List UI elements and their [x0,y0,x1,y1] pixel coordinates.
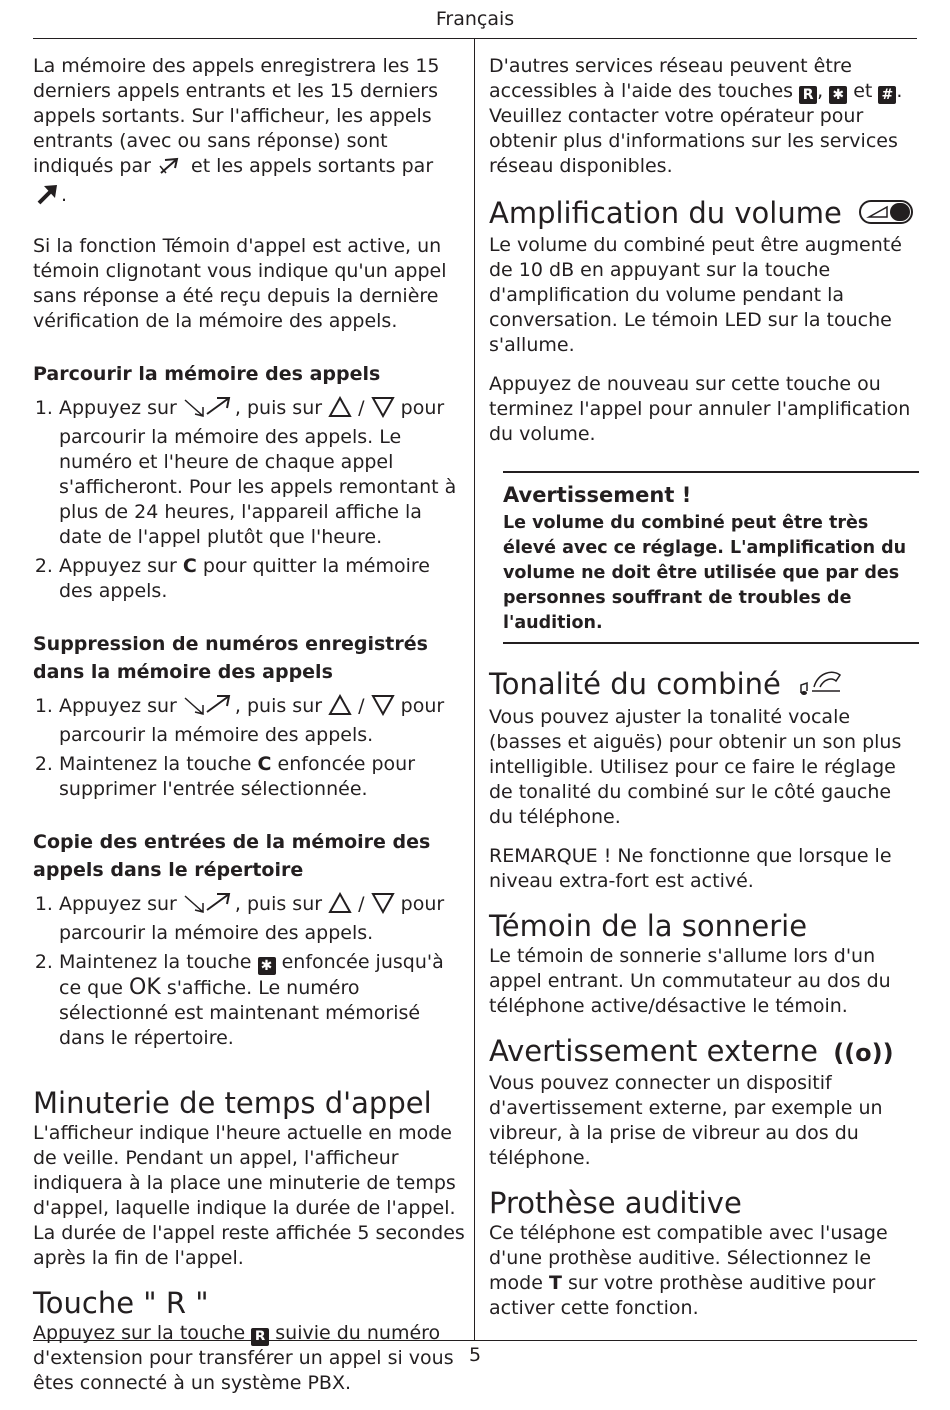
list-item: 1. Appuyez sur , puis sur / pour parcourir la mémoire des appels. [59,890,465,946]
browse-memory-steps [33,394,465,604]
star-key-icon: ✱ [829,86,847,104]
down-arrow-icon [371,892,395,921]
call-timer-heading: Minuterie de temps d'appel [33,1086,432,1120]
call-indicator-paragraph: Si la fonction Témoin d'appel est active, un témoin clignotant vous indique qu'un appel sans réponse a été reçu depuis la dernière vérification de la mémoire des appels. [33,235,447,332]
note-paragraph: REMARQUE ! Ne fonctionne que lorsque le niveau extra-fort est activé. [489,845,892,892]
call-log-key-icon [183,890,235,921]
warning-body: Le volume du combiné peut être très élevé avec ce réglage. L'amplification du volume ne doit être utilisée que par des personnes souffrant de troubles de l'audition. [503,513,907,633]
call-memory-intro: La mémoire des appels enregistrera les 15 derniers appels entrants et les 15 derniers appels sortants. Sur l'afficheur, les appels entrants (avec ou sans réponse) sont indiqués par et les appels sortants par . [33,54,465,212]
incoming-call-icon [157,154,185,183]
star-key-icon: ✱ [258,957,276,975]
down-arrow-icon [371,694,395,723]
vibration-icon: ((o)) [833,1039,894,1067]
ring-indicator-paragraph: Le témoin de sonnerie s'allume lors d'un appel entrant. Un commutateur au dos du téléphone active/désactive le témoin. [489,945,891,1017]
outgoing-call-icon [33,183,61,212]
hash-key-icon: # [878,86,896,104]
up-arrow-icon [328,396,352,425]
handset-tone-heading: Tonalité du combiné [489,666,919,705]
call-log-key-icon [183,394,235,425]
r-key-paragraph: Appuyez sur la touche R suivie du numéro d'extension pour transférer un appel si vous êtes connecté à un système PBX. [33,1322,454,1394]
ring-indicator-heading: Témoin de la sonnerie [489,909,808,943]
delete-numbers-steps [33,692,465,802]
list-item: 1. Appuyez sur , puis sur / pour parcourir la mémoire des appels. [59,692,465,748]
handset-tone-icon [798,667,844,705]
delete-numbers-heading: Suppression de numéros enregistrés dans la mémoire des appels [33,633,428,683]
down-arrow-icon [371,396,395,425]
warning-box [503,471,919,644]
up-arrow-icon [328,694,352,723]
list-item: 2. Maintenez la touche ✱ enfoncée jusqu'à ce que OK s'affiche. Le numéro sélectionné est maintenant mémorisé dans le répertoire. [59,950,465,1051]
r-key-icon: R [251,1328,269,1346]
copy-entries-steps [33,890,465,1051]
page-number: 5 [468,1344,482,1366]
browse-memory-heading: Parcourir la mémoire des appels [33,363,381,385]
call-timer-paragraph: L'afficheur indique l'heure actuelle en mode de veille. Pendant un appel, l'afficheur indiquera à la place une minuterie de temps d'appel, laquelle indique la durée de l'appel. La durée de l'appel reste affichée 5 secondes après la fin de l'appel. [33,1122,465,1269]
list-item: 2. Appuyez sur C pour quitter la mémoire des appels. [59,554,465,604]
volume-boost-paragraph-1: Le volume du combiné peut être augmenté de 10 dB en appuyant sur la touche d'amplification du volume pendant la conversation. Le témoin LED sur la touche s'allume. [489,234,902,356]
list-item: 2. Maintenez la touche C enfoncée pour supprimer l'entrée sélectionnée. [59,752,465,802]
volume-boost-heading: Amplification du volume [489,195,919,233]
ok-display-text: OK [129,975,161,1000]
external-alert-heading: Avertissement externe ((o)) [489,1034,894,1068]
network-services-paragraph: D'autres services réseau peuvent être accessibles à l'aide des touches R , ✱ et # . Veuillez contacter votre opérateur pour obtenir plus d'informations sur les services réseau disponibles. [489,55,903,177]
footer-rule [33,1340,917,1341]
r-key-icon: R [799,86,817,104]
header-rule [33,38,917,39]
handset-tone-paragraph: Vous pouvez ajuster la tonalité vocale (basses et aiguës) pour obtenir un son plus intelligible. Utilisez pour ce faire le réglage de tonalité du combiné sur le côté gauche du téléphone. [489,706,902,828]
column-divider [474,39,475,1340]
warning-title: Avertissement ! [503,483,692,507]
language-header: Français [435,8,515,30]
volume-boost-paragraph-2: Appuyez de nouveau sur cette touche ou terminez l'appel pour annuler l'amplification du volume. [489,373,911,445]
copy-entries-heading: Copie des entrées de la mémoire des appels dans le répertoire [33,831,431,881]
hearing-aid-heading: Prothèse auditive [489,1186,742,1220]
hearing-aid-paragraph: Ce téléphone est compatible avec l'usage d'une prothèse auditive. Sélectionnez le mode T sur votre prothèse auditive pour activer cette fonction. [489,1222,888,1319]
left-column [33,54,465,1410]
list-item: 1. Appuyez sur , puis sur / pour parcourir la mémoire des appels. Le numéro et l'heure de chaque appel s'afficheront. Pour les appels remontant à plus de 24 heures, l'appareil affiche la date de l'appel plutôt que l'heure. [59,394,465,550]
r-key-heading: Touche " R " [33,1286,209,1320]
up-arrow-icon [328,892,352,921]
volume-boost-icon [859,197,913,233]
call-log-key-icon [183,692,235,723]
external-alert-paragraph: Vous pouvez connecter un dispositif d'avertissement externe, par exemple un vibreur, à la prise de vibreur au dos du téléphone. [489,1072,883,1169]
right-column [489,54,919,1335]
